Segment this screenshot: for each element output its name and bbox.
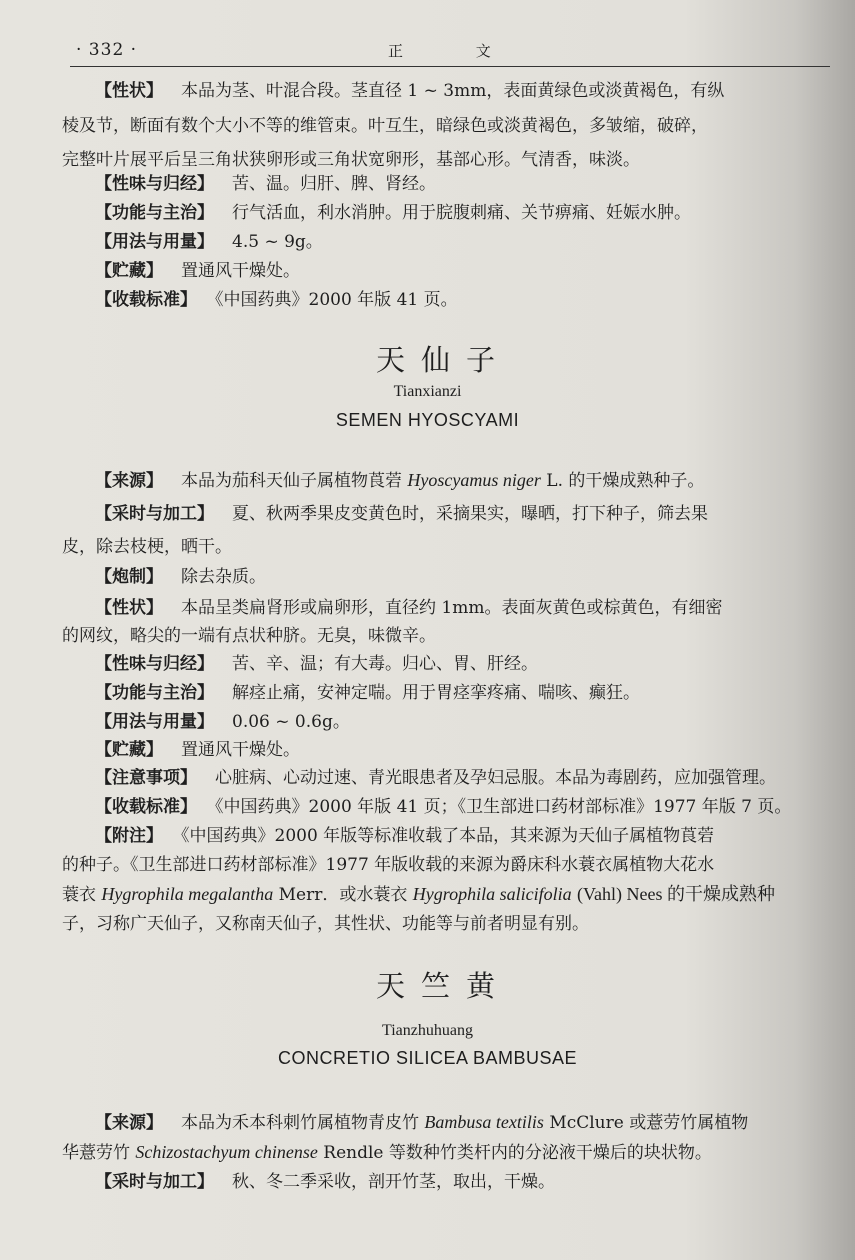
harvest-text-1: 夏、秋两季果皮变黄色时，采摘果实，曝晒，打下种子，筛去果: [232, 504, 708, 524]
usage-text-2: 0.06 ~ 0.6g。: [232, 712, 350, 732]
species-latin-3: Hygrophila salicifolia: [412, 884, 572, 904]
taste-label: 【性味与归经】: [95, 174, 214, 194]
note-text-1: 《中国药典》2000 年版等标准收载了本品，其来源为天仙子属植物莨菪: [181, 826, 715, 846]
harvest-text-3: 秋、冬二季采收，剖开竹茎，取出，干燥。: [232, 1172, 555, 1192]
source-text-4b: Rendle 等数种竹类杆内的分泌液干燥后的块状物。: [323, 1143, 712, 1163]
standard-line: [95, 288, 458, 312]
function-text: 行气活血，利水消肿。用于脘腹刺痛、关节痹痛、妊娠水肿。: [232, 203, 691, 223]
note-line-4: 子，习称广天仙子，又称南天仙子，其性状、功能等与前者明显有别。: [62, 914, 589, 934]
taste-text: 苦、温。归肝、脾、肾经。: [232, 174, 436, 194]
species-latin-2: Hygrophila megalantha: [101, 884, 274, 904]
species-latin: Hyoscyamus niger: [407, 470, 541, 490]
page-number: · 332 ·: [76, 40, 138, 60]
entry-title-tianzhuhuang: 天竺黄: [375, 969, 511, 1003]
taste-text-2: 苦、辛、温；有大毒。归心、胃、肝经。: [232, 654, 538, 674]
species-latin-5: Schizostachyum chinense: [135, 1142, 318, 1162]
harvest-line-2: 皮，除去枝梗，晒干。: [62, 537, 232, 557]
taste-line-2: [95, 652, 538, 676]
source-line: [95, 468, 704, 492]
pinyin-tianxianzi: Tianxianzi: [393, 383, 462, 400]
species-latin-4: Bambusa textilis: [424, 1112, 544, 1132]
running-head: 正 文: [388, 42, 525, 60]
header-rule: [70, 66, 830, 67]
note-line-1: [95, 824, 714, 848]
source-text-3b: McClure 或薏劳竹属植物: [549, 1113, 749, 1133]
process-line: [95, 565, 266, 589]
function-label: 【功能与主治】: [95, 203, 214, 223]
source-label-3: 【来源】: [95, 1113, 163, 1133]
standard-label-2: 【收载标准】: [95, 797, 197, 817]
shape-line-3: 完整叶片展平后呈三角状狭卵形或三角状宽卵形，基部心形。气清香，味淡。: [62, 150, 640, 170]
shape-text-1: 本品为茎、叶混合段。茎直径 1 ~ 3mm，表面黄绿色或淡黄褐色，有纵: [181, 81, 725, 101]
source-text: 本品为茄科天仙子属植物莨菪: [181, 471, 402, 491]
caution-label: 【注意事项】: [95, 768, 197, 788]
usage-line: [95, 230, 323, 254]
source-text-3a: 本品为禾本科刺竹属植物青皮竹: [181, 1113, 419, 1133]
shape-label: 【性状】: [95, 81, 163, 101]
function-text-2: 解痉止痛，安神定喘。用于胃痉挛疼痛、喘咳、癫狂。: [232, 683, 640, 703]
latin-name-tianzhuhuang: CONCRETIO SILICEA BAMBUSAE: [277, 1048, 578, 1068]
storage-line: [95, 259, 300, 283]
process-label: 【炮制】: [95, 567, 163, 587]
shape-line-a: [95, 596, 722, 620]
note-line-3: [62, 882, 775, 906]
note-label: 【附注】: [95, 826, 163, 846]
source-label: 【来源】: [95, 471, 163, 491]
note-text-3a: 蓑衣: [62, 885, 96, 905]
source-text-end: L. 的干燥成熟种子。: [546, 471, 705, 491]
usage-line-2: [95, 710, 350, 734]
usage-text: 4.5 ~ 9g。: [232, 232, 323, 252]
function-line: [95, 201, 691, 225]
standard-line-2: [95, 795, 791, 819]
latin-name-tianxianzi: SEMEN HYOSCYAMI: [335, 410, 520, 430]
note-line-2: 的种子。《卫生部进口药材部标准》1977 年版收载的来源为爵床科水蓑衣属植物大花水: [62, 855, 715, 875]
harvest-label: 【采时与加工】: [95, 504, 214, 524]
usage-label: 【用法与用量】: [95, 232, 214, 252]
note-text-3c: (Vahl) Nees 的干燥成熟种: [577, 884, 775, 904]
standard-label: 【收载标准】: [95, 290, 197, 310]
shape-line-2: 棱及节，断面有数个大小不等的维管束。叶互生，暗绿色或淡黄褐色，多皱缩，破碎，: [62, 116, 708, 136]
function-label-2: 【功能与主治】: [95, 683, 214, 703]
note-text-3b: Merr．或水蓑衣: [278, 885, 408, 905]
harvest-line-3: [95, 1170, 555, 1194]
source-line-4: [62, 1140, 712, 1164]
pinyin-tianzhuhuang: Tianzhuhuang: [382, 1022, 473, 1039]
storage-text-2: 置通风干燥处。: [181, 740, 300, 760]
entry-title-tianxianzi: 天仙子: [375, 343, 511, 377]
page-header: [70, 30, 830, 66]
source-text-4a: 华薏劳竹: [62, 1143, 130, 1163]
standard-text-2: 《中国药典》2000 年版 41 页；《卫生部进口药材部标准》1977 年版 7 页。: [215, 797, 792, 817]
storage-text: 置通风干燥处。: [181, 261, 300, 281]
caution-line: [95, 766, 776, 790]
shape-label-2: 【性状】: [95, 598, 163, 618]
shape-line-b: 的网纹，略尖的一端有点状种脐。无臭，味微辛。: [62, 626, 436, 646]
storage-label: 【贮藏】: [95, 261, 163, 281]
function-line-2: [95, 681, 640, 705]
process-text: 除去杂质。: [181, 567, 266, 587]
shape-line-1: [95, 79, 724, 103]
harvest-line-1: [95, 502, 708, 526]
usage-label-2: 【用法与用量】: [95, 712, 214, 732]
taste-label-2: 【性味与归经】: [95, 654, 214, 674]
storage-label-2: 【贮藏】: [95, 740, 163, 760]
source-line-3: [95, 1110, 748, 1134]
harvest-label-3: 【采时与加工】: [95, 1172, 214, 1192]
shape-text-a: 本品呈类扁肾形或扁卵形，直径约 1mm。表面灰黄色或棕黄色，有细密: [181, 598, 723, 618]
storage-line-2: [95, 738, 300, 762]
caution-text: 心脏病、心动过速、青光眼患者及孕妇忌服。本品为毒剧药，应加强管理。: [215, 768, 776, 788]
standard-text: 《中国药典》2000 年版 41 页。: [215, 290, 458, 310]
taste-line: [95, 172, 436, 196]
